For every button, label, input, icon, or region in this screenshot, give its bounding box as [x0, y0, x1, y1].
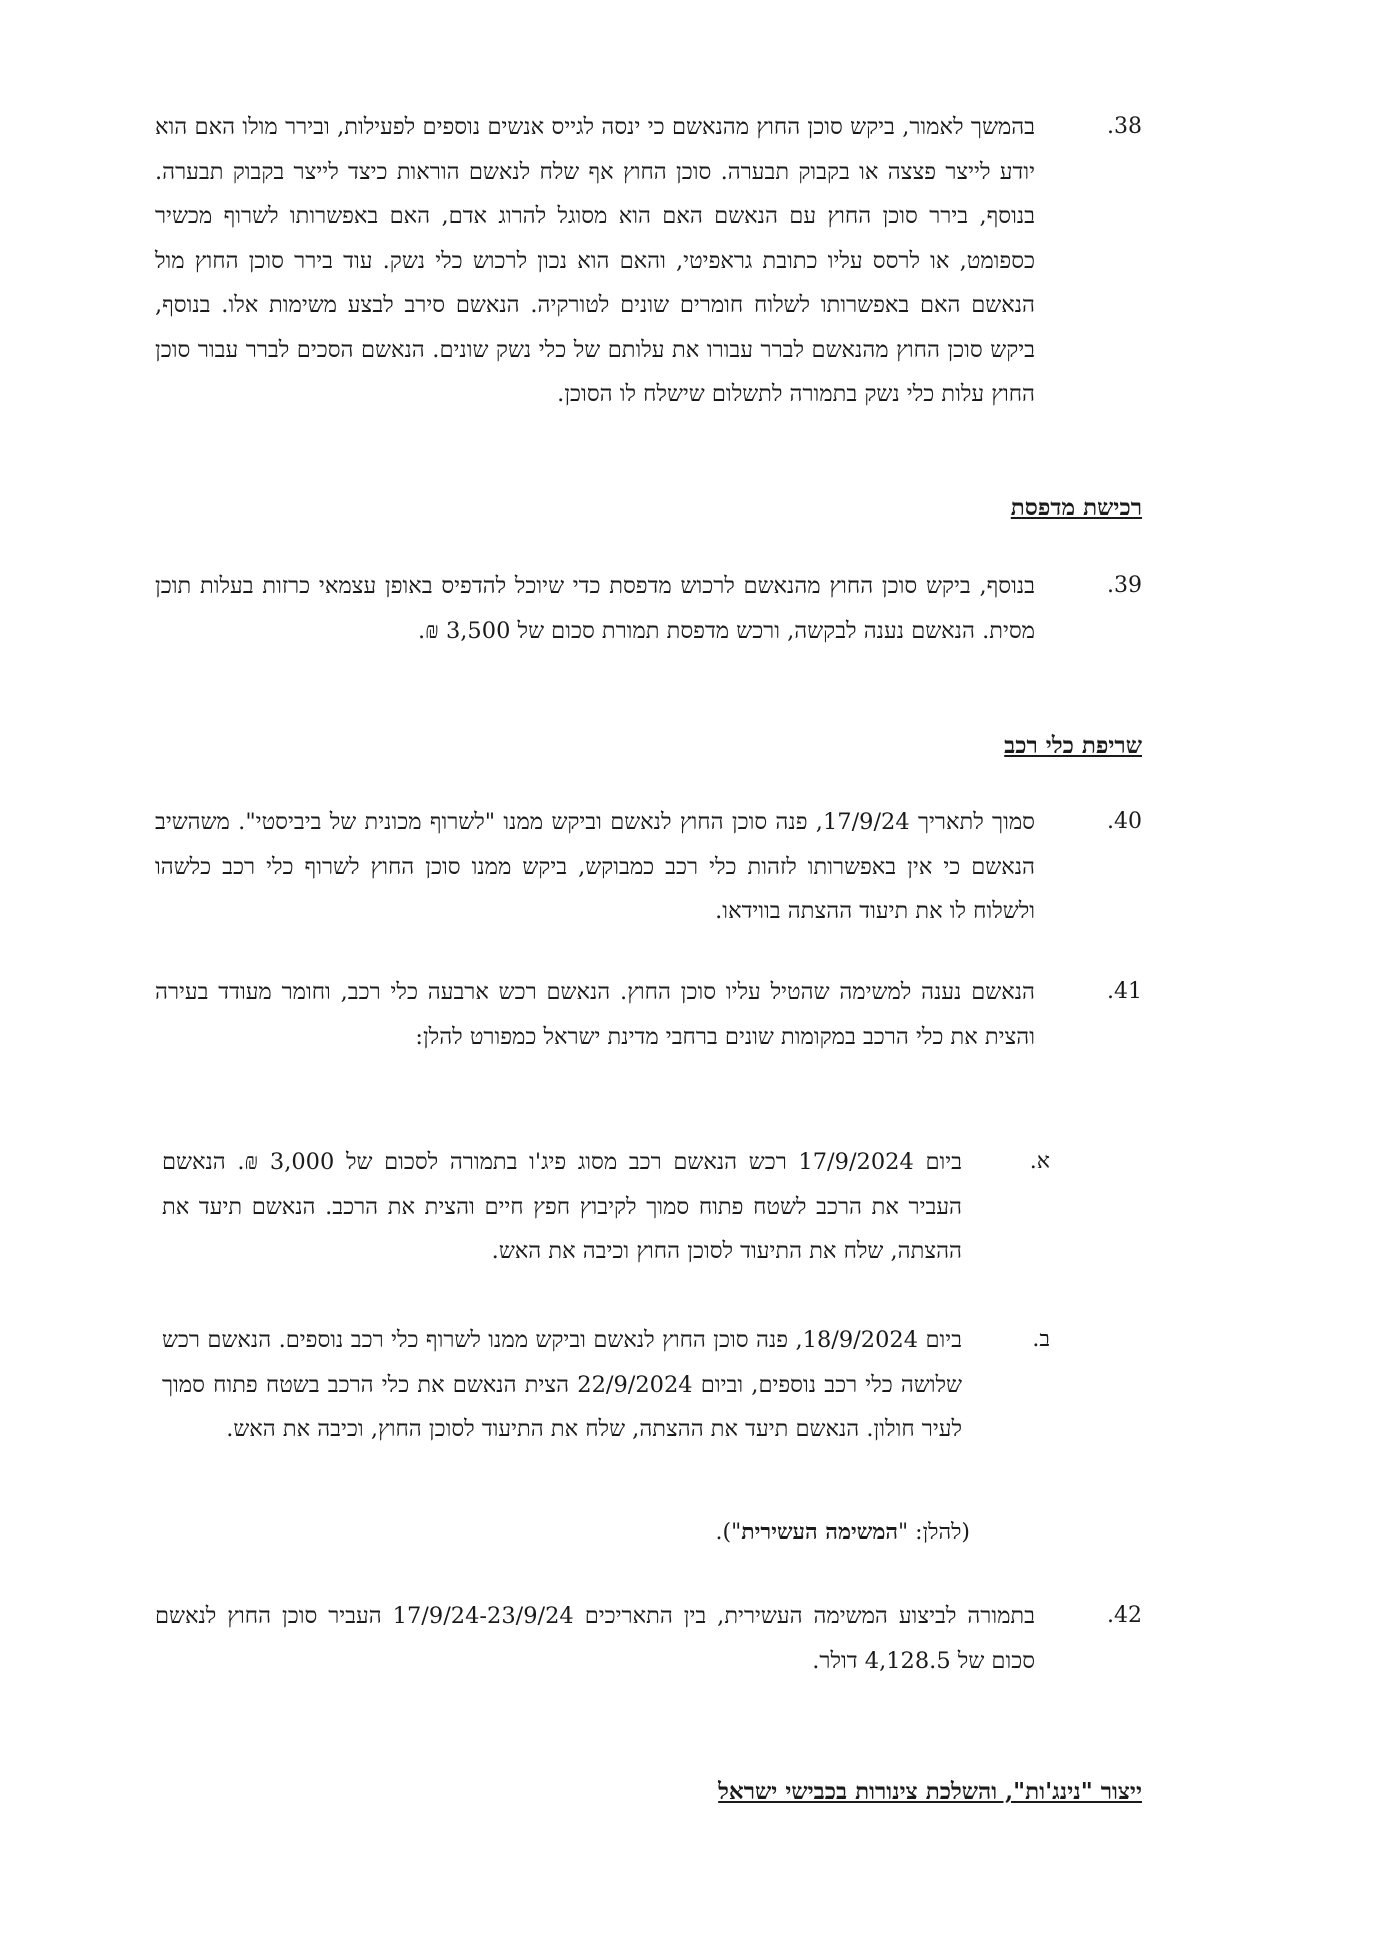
subparagraph-text: ביום 18/9/2024, פנה סוכן החוץ לנאשם וביקש ממנו לשרוף כלי רכב נוספים. הנאשם רכש שלושה כלי רכב נוספים, וביום 22/9/2024 הצית הנאשם את כלי הרכב בשטח פתוח סמוך לעיר חולון. הנאשם תיעד את ההצתה, שלח את התיעוד לסוכן החוץ, וכיבה את האש. — [162, 1327, 962, 1442]
section-heading-printer: רכישת מדפסת — [1010, 494, 1142, 521]
note-prefix: (להלן: " — [898, 1520, 970, 1545]
paragraph-text: סמוך לתאריך 17/9/24, פנה סוכן החוץ לנאשם וביקש ממנו "לשרוף מכונית של ביביסטי". משהשיב הנאשם כי אין באפשרותו לזהות כלי רכב כמבוקש, ביקש ממנו סוכן החוץ לשרוף כלי רכב כלשהו ולשלוח לו את תיעוד ההצתה בווידאו. — [155, 809, 1035, 924]
defined-term-note — [716, 1512, 971, 1553]
subparagraph-text: ביום 17/9/2024 רכש הנאשם רכב מסוג פיג'ו בתמורה לסכום של 3,000 ₪. הנאשם העביר את הרכב לשטח פתוח סמוך לקיבוץ חפץ חיים והצית את הרכב. הנאשם תיעד את ההצתה, שלח את התיעוד לסוכן החוץ וכיבה את האש. — [162, 1149, 962, 1264]
paragraph-number: 40. — [1107, 809, 1142, 834]
paragraph-number: 39. — [1107, 573, 1142, 598]
section-heading-ninja: ייצור "נינג'ות", והשלכת צינורות בכבישי ישראל — [718, 1778, 1142, 1805]
paragraph-text: בהמשך לאמור, ביקש סוכן החוץ מהנאשם כי ינסה לגייס אנשים נוספים לפעילות, ובירר מולו האם הוא יודע לייצר פצצה או בקבוק תבערה. סוכן החוץ אף שלח לנאשם הוראות כיצד לייצר בקבוק תבערה. בנוסף, בירר סוכן החוץ עם הנאשם האם הוא מסוגל להרוג אדם, האם באפשרותו לשרוף מכשיר כספומט, או לרסס עליו כתובת גראפיטי, והאם הוא נכון לרכוש כלי נשק. עוד בירר סוכן החוץ מול הנאשם האם באפשרותו לשלוח חומרים שונים לטורקיה. הנאשם סירב לבצע משימות אלו. בנוסף, ביקש סוכן החוץ מהנאשם לברר עבורו את עלותם של כלי נשק שונים. הנאשם הסכים לברר עבור סוכן החוץ עלות כלי נשק בתמורה לתשלום שישלח לו הסוכן. — [155, 114, 1035, 407]
note-defined-term: המשימה העשירית — [741, 1519, 899, 1545]
paragraph-text: בתמורה לביצוע המשימה העשירית, בין התאריכים 17/9/24-23/9/24 העביר סוכן החוץ לנאשם סכום של 4,128.5 דולר. — [155, 1603, 1035, 1674]
paragraph-number: 42. — [1107, 1603, 1142, 1628]
subparagraph-letter: ב. — [1032, 1327, 1050, 1352]
section-heading-vehicle-burning: שריפת כלי רכב — [1004, 732, 1142, 759]
paragraph-number: 41. — [1107, 979, 1142, 1004]
note-suffix: "). — [715, 1520, 742, 1545]
paragraph-text: בנוסף, ביקש סוכן החוץ מהנאשם לרכוש מדפסת כדי שיוכל להדפיס באופן עצמאי כרזות בעלות תוכן מסית. הנאשם נענה לבקשה, ורכש מדפסת תמורת סכום של 3,500 ₪. — [155, 573, 1035, 644]
subparagraph-letter: א. — [1029, 1149, 1050, 1174]
paragraph-number: 38. — [1107, 114, 1142, 139]
paragraph-text: הנאשם נענה למשימה שהטיל עליו סוכן החוץ. הנאשם רכש ארבעה כלי רכב, וחומר מעודד בעירה והצית את כלי הרכב במקומות שונים ברחבי מדינת ישראל כמפורט להלן: — [155, 979, 1035, 1050]
